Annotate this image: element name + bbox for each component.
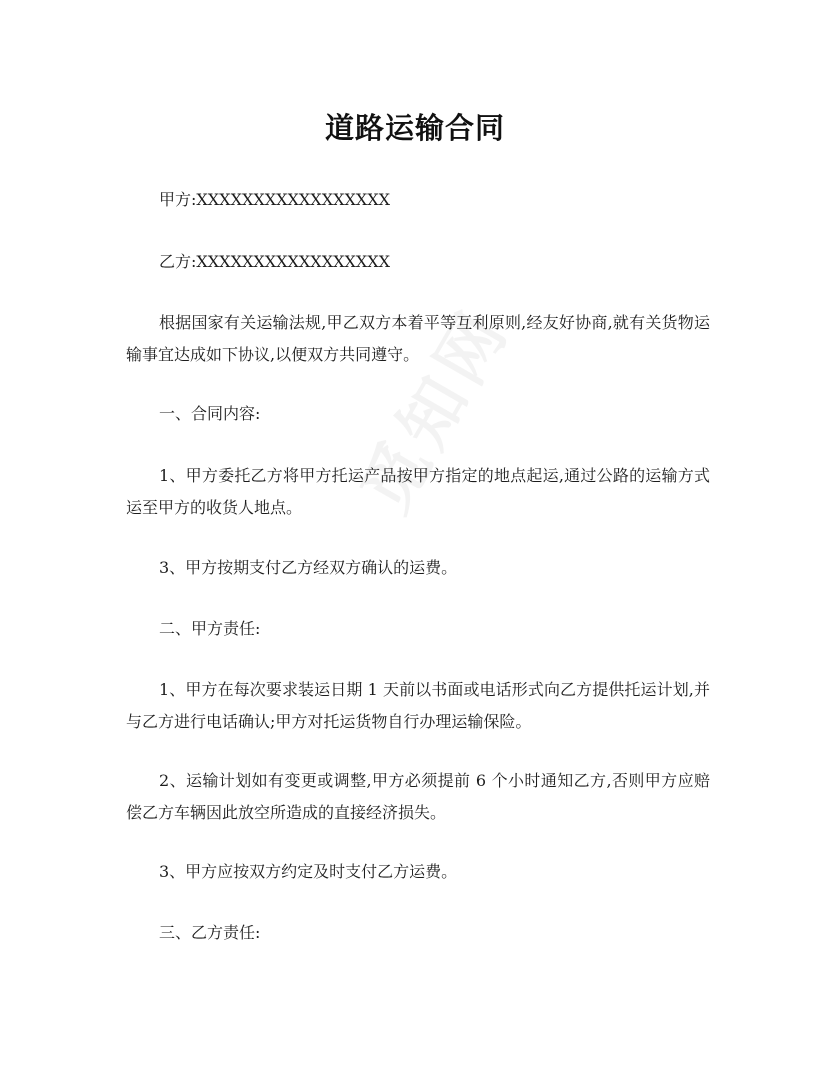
document-title: 道路运输合同 bbox=[324, 111, 505, 145]
party-b-line: 乙方:XXXXXXXXXXXXXXXXX bbox=[159, 252, 391, 271]
clause-content-1: 1、甲方委托乙方将甲方托运产品按甲方指定的地点起运,通过公路的运输方式运至甲方的收货人地点。 bbox=[126, 466, 710, 517]
section-heading-party-b-duties: 三、乙方责任: bbox=[159, 923, 261, 942]
clause-party-a-3: 3、甲方应按双方约定及时支付乙方运费。 bbox=[159, 862, 458, 881]
preamble-paragraph: 根据国家有关运输法规,甲乙双方本着平等互利原则,经友好协商,就有关货物运输事宜达成如下协议,以便双方共同遵守。 bbox=[126, 313, 710, 364]
clause-party-a-1: 1、甲方在每次要求装运日期 1 天前以书面或电话形式向乙方提供托运计划,并与乙方进行电话确认;甲方对托运货物自行办理运输保险。 bbox=[126, 680, 710, 731]
clause-content-3: 3、甲方按期支付乙方经双方确认的运费。 bbox=[159, 558, 458, 577]
clause-party-a-2: 2、运输计划如有变更或调整,甲方必须提前 6 个小时通知乙方,否则甲方应赔偿乙方车辆因此放空所造成的直接经济损失。 bbox=[126, 771, 710, 822]
section-heading-contract-content: 一、合同内容: bbox=[159, 404, 261, 423]
section-heading-party-a-duties: 二、甲方责任: bbox=[159, 619, 261, 638]
party-a-line: 甲方:XXXXXXXXXXXXXXXXX bbox=[159, 190, 391, 209]
